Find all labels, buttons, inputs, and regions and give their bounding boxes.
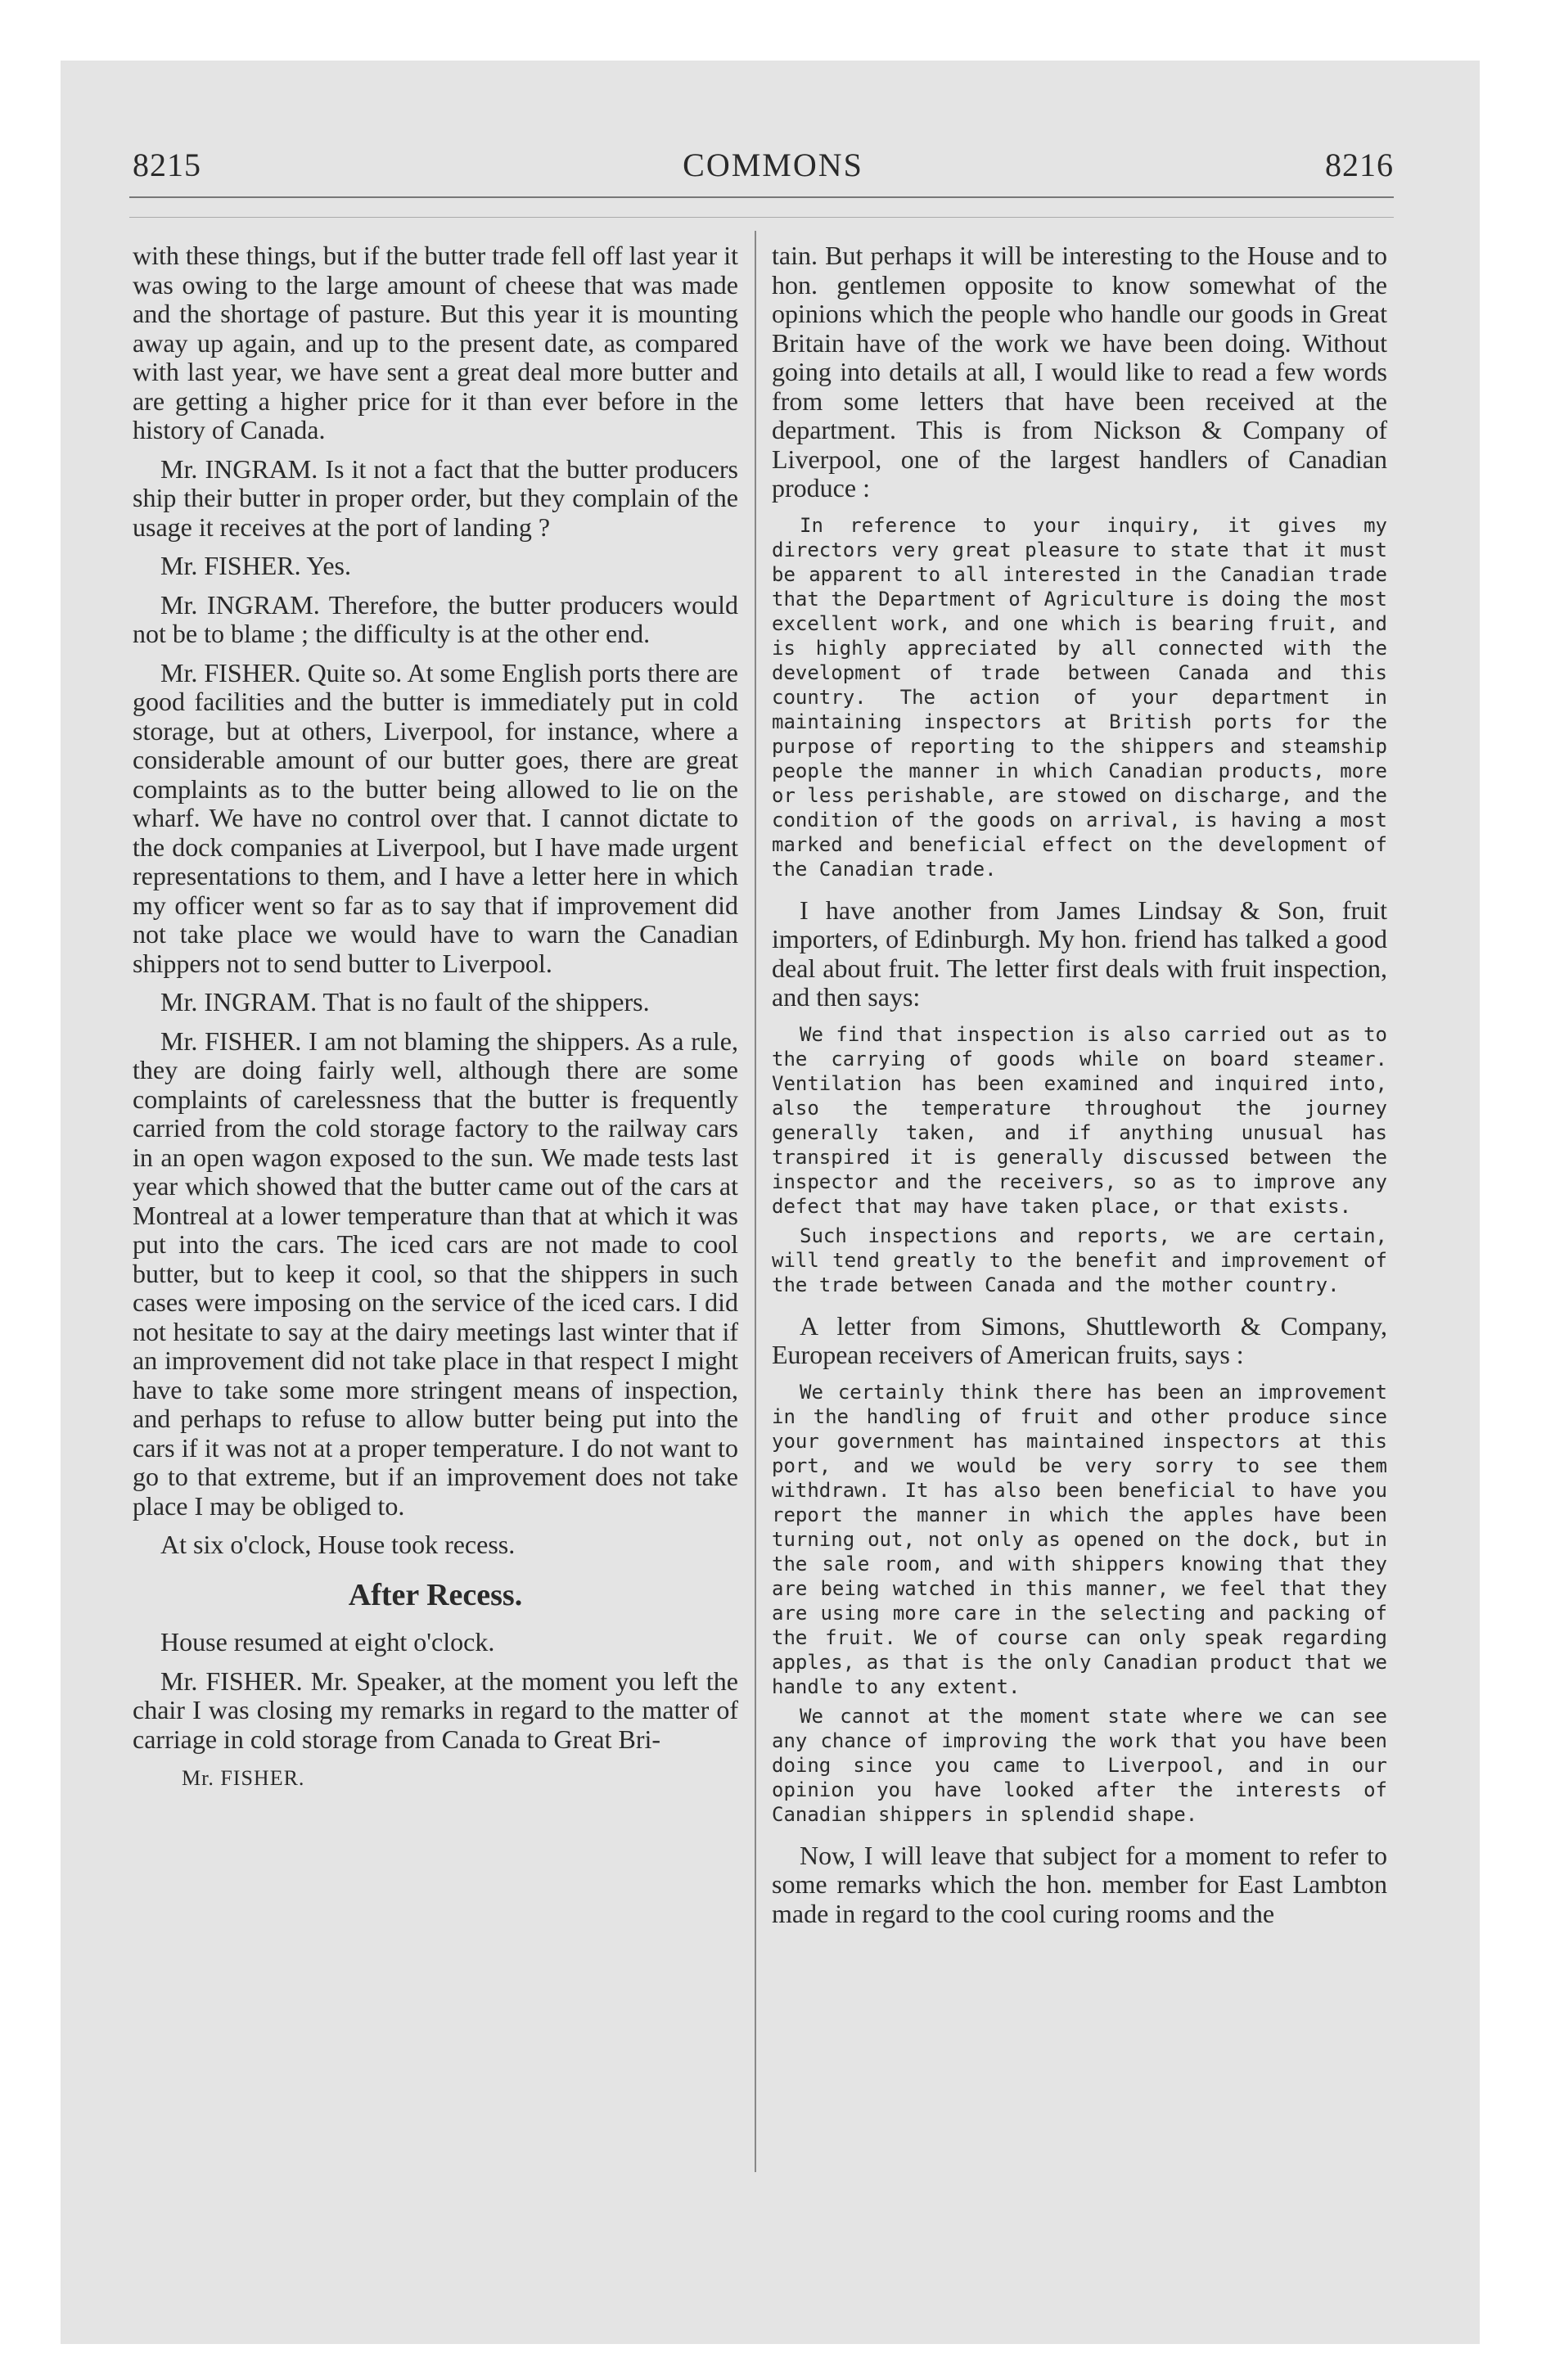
right-column	[772, 241, 1387, 1938]
paragraph: A letter from Simons, Shuttleworth & Company, European receivers of American fruits, says :	[772, 1310, 1387, 1369]
header-rule	[129, 196, 1394, 198]
paragraph: Mr. FISHER. Yes.	[160, 551, 351, 580]
paragraph: Mr. INGRAM. Is it not a fact that the butter producers ship their butter in proper order, but they complain of the usage it receives at the port of landing ?	[133, 453, 738, 542]
quote-paragraph: We certainly think there has been an improvement in the handling of fruit and other produce since your government has maintained inspectors at this port, and we would be very sorry to see them withdrawn. It has also been beneficial to have you report the manner in which the apples have been turning out, not only as opened on the dock, but in the sale room, and with shippers knowing that they are being watched in this manner, we feel that they are using more care in the selecting and packing of the fruit. We of course can only speak regarding apples, as that is the only Canadian product that we handle to any extent.	[772, 1380, 1387, 1698]
paragraph: Mr. INGRAM. Therefore, the butter producers would not be to blame ; the difficulty is at the other end.	[133, 589, 738, 648]
quoted-letter	[772, 1022, 1387, 1297]
page-number-right: 8216	[1325, 146, 1394, 183]
paragraph: Mr. INGRAM. That is no fault of the shippers.	[160, 987, 650, 1016]
paragraph: Mr. FISHER. Mr. Speaker, at the moment you left the chair I was closing my remarks in regard to the matter of carriage in cold storage from Canada to Great Bri-	[133, 1666, 738, 1754]
paragraph: Now, I will leave that subject for a moment to refer to some remarks which the hon. member for East Lambton made in regard to the cool curing rooms and the	[772, 1840, 1387, 1928]
quoted-letter	[772, 513, 1387, 881]
quote-paragraph: We find that inspection is also carried out as to the carrying of goods while on board steamer. Ventilation has been examined and inquired into, also the temperature throughout the journey generally taken, and if anything unusual has transpired it is generally discussed between the inspector and the receivers, so as to improve any defect that may have taken place, or that exists.	[772, 1022, 1387, 1218]
paragraph: Mr. FISHER. Quite so. At some English ports there are good facilities and the butter is immediately put in cold storage, but at others, Liverpool, for instance, where a considerable amount of our butter goes, there are great complaints as to the butter being allowed to lie on the wharf. We have no control over that. I cannot dictate to the dock companies at Liverpool, but I have made urgent representations to them, and I have a letter here in which my officer went so far as to say that if improvement did not take place we would have to warn the Canadian shippers not to send butter to Liverpool.	[133, 657, 738, 978]
quote-paragraph: We cannot at the moment state where we can see any chance of improving the work that you have been doing since you came to Liverpool, and in our opinion you have looked after the interests of Canadian shippers in splendid shape.	[772, 1704, 1387, 1826]
speaker-catchword: Mr. FISHER.	[182, 1766, 305, 1790]
paragraph: House resumed at eight o'clock.	[160, 1627, 495, 1657]
section-heading: After Recess.	[348, 1577, 523, 1612]
page-number-left: 8215	[133, 146, 201, 183]
paragraph: tain. But perhaps it will be interesting to the House and to hon. gentlemen opposite to know somewhat of the opinions which the people who handle our goods in Great Britain have of the work we have been doing. Without going into details at all, I would like to read a few words from some letters that have been received at the department. This is from Nickson & Company of Liverpool, one of the largest handlers of Canadian produce :	[772, 241, 1387, 503]
paragraph: Mr. FISHER. I am not blaming the shippers. As a rule, they are doing fairly well, although there are some complaints of carelessness that the butter is frequently carried from the cold storage factory to the railway cars in an open wagon exposed to the sun. We made tests last year which showed that the butter came out of the cars at Montreal at a lower temperature than that at which it was put into the cars. The iced cars are not made to cool butter, but to keep it cool, so that the shippers in such cases were imposing on the service of the iced cars. I did not hesitate to say at the dairy meetings last winter that if an improvement did not take place in that respect I might have to take some more stringent means of inspection, and perhaps to refuse to allow butter being put into the cars if it was not at a proper temperature. I do not want to go to that extreme, but if an improvement does not take place I may be obliged to.	[133, 1025, 738, 1521]
quoted-letter	[772, 1380, 1387, 1827]
paragraph: with these things, but if the butter trade fell off last year it was owing to the large amount of cheese that was made and the shortage of pasture. But this year it is mounting away up again, and up to the present date, as compared with last year, we have sent a great deal more butter and are getting a higher price for it than ever before in the history of Canada.	[133, 241, 738, 444]
header-rule-thin	[129, 217, 1394, 218]
header-title: COMMONS	[683, 146, 863, 183]
left-column	[133, 241, 738, 1793]
paragraph: I have another from James Lindsay & Son, fruit importers, of Edinburgh. My hon. friend has talked a good deal about fruit. The letter first deals with fruit inspection, and then says:	[772, 895, 1387, 1012]
quote-paragraph: In reference to your inquiry, it gives my directors very great pleasure to state that it must be apparent to all interested in the Canadian trade that the Department of Agriculture is doing the most excellent work, and one which is bearing fruit, and is highly appreciated by all connected with the development of trade between Canada and this country. The action of your department in maintaining inspectors at British ports for the purpose of reporting to the shippers and steamship people the manner in which Canadian products, more or less perishable, are stowed on discharge, and the condition of the goods on arrival, is having a most marked and beneficial effect on the development of the Canadian trade.	[772, 513, 1387, 881]
quote-paragraph: Such inspections and reports, we are certain, will tend greatly to the benefit and improvement of the trade between Canada and the mother country.	[772, 1224, 1387, 1296]
paragraph: At six o'clock, House took recess.	[160, 1530, 516, 1559]
column-divider	[755, 231, 756, 2172]
